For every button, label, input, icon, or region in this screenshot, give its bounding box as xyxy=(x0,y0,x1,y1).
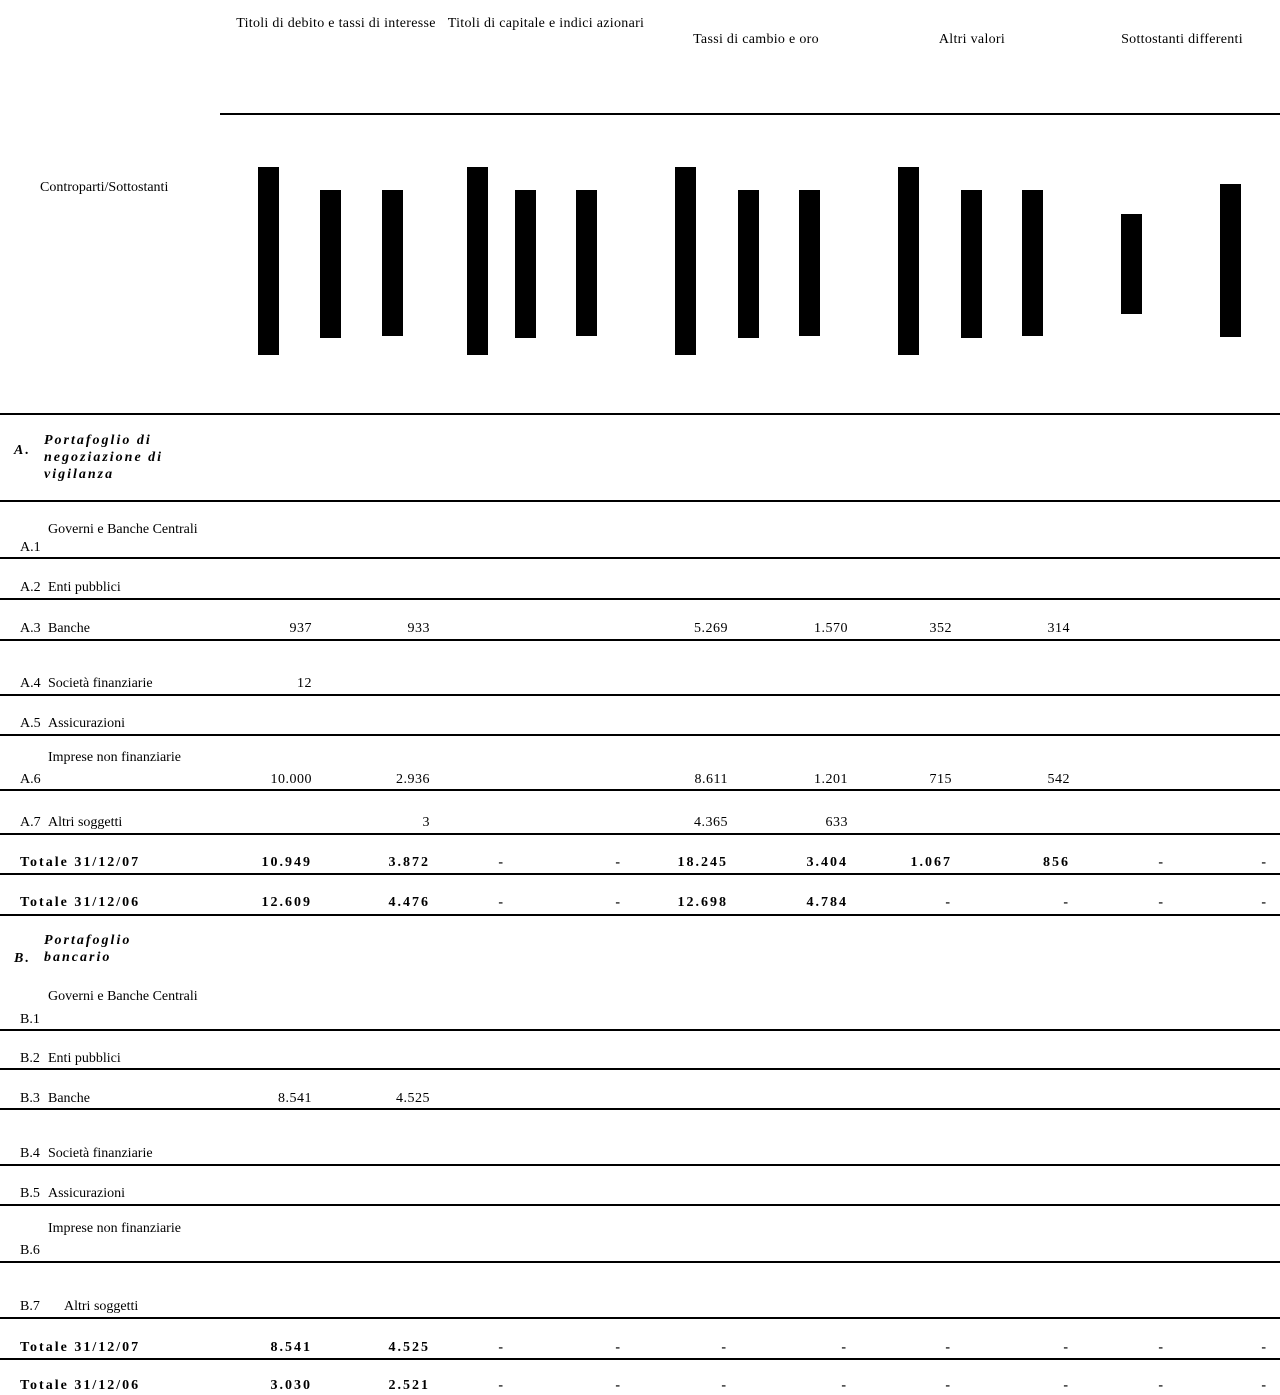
subheader-bar xyxy=(467,167,488,355)
row-code: A.5 xyxy=(20,716,41,731)
cell-value: 12.698 xyxy=(677,895,728,910)
row-divider xyxy=(0,500,1280,502)
cell-value: - xyxy=(1158,855,1165,870)
cell-value: 856 xyxy=(1043,855,1070,870)
cell-value: - xyxy=(498,855,505,870)
subheader-bar xyxy=(320,190,341,338)
subheader-bar xyxy=(961,190,982,338)
cell-value: - xyxy=(498,1378,505,1393)
row-divider xyxy=(0,833,1280,835)
row-label: Banche xyxy=(48,621,90,636)
row-divider xyxy=(0,789,1280,791)
row-label: Assicurazioni xyxy=(48,716,125,731)
row-label: Imprese non finanziarie xyxy=(48,1221,181,1236)
section-code: A. xyxy=(14,443,31,458)
cell-value: 1.570 xyxy=(814,621,848,636)
column-header-other: Altri valori xyxy=(938,32,1006,47)
subheader-bar xyxy=(675,167,696,355)
row-divider xyxy=(0,694,1280,696)
cell-value: 10.949 xyxy=(261,855,312,870)
subheader-bar xyxy=(738,190,759,338)
row-divider xyxy=(0,734,1280,736)
cell-value: 8.541 xyxy=(278,1091,312,1106)
section-title: Portafoglio di negoziazione di vigilanza xyxy=(44,433,164,482)
row-divider xyxy=(0,1317,1280,1319)
row-divider xyxy=(0,873,1280,875)
total-label: Totale 31/12/06 xyxy=(20,1378,141,1393)
row-divider xyxy=(0,1164,1280,1166)
subheader-bar xyxy=(515,190,536,338)
header-rule xyxy=(220,113,1280,115)
row-code: B.4 xyxy=(20,1146,40,1161)
cell-value: - xyxy=(615,1378,622,1393)
row-label: Altri soggetti xyxy=(64,1299,139,1314)
cell-value: 3.404 xyxy=(806,855,848,870)
cell-value: 1.067 xyxy=(910,855,952,870)
row-divider xyxy=(0,639,1280,641)
cell-value: 715 xyxy=(929,772,952,787)
cell-value: - xyxy=(1261,1378,1268,1393)
cell-value: 3 xyxy=(422,815,430,830)
row-code: A.4 xyxy=(20,676,41,691)
column-header-equity: Titoli di capitale e indici azionari xyxy=(447,16,645,31)
row-code: B.6 xyxy=(20,1243,40,1258)
cell-value: - xyxy=(1261,895,1268,910)
row-divider xyxy=(0,1068,1280,1070)
total-label: Totale 31/12/07 xyxy=(20,1340,141,1355)
row-code: A.2 xyxy=(20,580,41,595)
cell-value: - xyxy=(841,1378,848,1393)
cell-value: 937 xyxy=(289,621,312,636)
cell-value: 2.936 xyxy=(396,772,430,787)
row-label: Società finanziarie xyxy=(48,1146,153,1161)
row-divider xyxy=(0,914,1280,916)
row-divider xyxy=(0,1261,1280,1263)
row-divider xyxy=(0,1108,1280,1110)
cell-value: - xyxy=(721,1340,728,1355)
cell-value: - xyxy=(498,895,505,910)
subheader-bar xyxy=(898,167,919,355)
column-header-fx: Tassi di cambio e oro xyxy=(693,32,819,47)
cell-value: 633 xyxy=(825,815,848,830)
subheader-bar xyxy=(382,190,403,336)
cell-value: - xyxy=(615,855,622,870)
row-header-label: Controparti/Sottostanti xyxy=(40,180,169,195)
cell-value: 12.609 xyxy=(261,895,312,910)
row-divider xyxy=(0,598,1280,600)
cell-value: - xyxy=(841,1340,848,1355)
cell-value: - xyxy=(1063,1378,1070,1393)
row-divider xyxy=(0,1358,1280,1360)
cell-value: - xyxy=(1261,855,1268,870)
row-code: B.5 xyxy=(20,1186,40,1201)
cell-value: - xyxy=(721,1378,728,1393)
row-label: Banche xyxy=(48,1091,90,1106)
cell-value: - xyxy=(1158,895,1165,910)
cell-value: 4.525 xyxy=(396,1091,430,1106)
cell-value: - xyxy=(1063,1340,1070,1355)
cell-value: 933 xyxy=(407,621,430,636)
cell-value: 18.245 xyxy=(677,855,728,870)
row-code: B.2 xyxy=(20,1051,40,1066)
row-code: B.3 xyxy=(20,1091,40,1106)
row-divider xyxy=(0,557,1280,559)
table-header-rule xyxy=(0,413,1280,415)
cell-value: 4.476 xyxy=(388,895,430,910)
row-code: B.1 xyxy=(20,1012,40,1027)
cell-value: - xyxy=(1063,895,1070,910)
row-label: Enti pubblici xyxy=(48,1051,121,1066)
row-label: Governi e Banche Centrali xyxy=(48,522,198,537)
row-label: Enti pubblici xyxy=(48,580,121,595)
row-label: Imprese non finanziarie xyxy=(48,750,181,765)
cell-value: - xyxy=(945,1340,952,1355)
section-title: Portafoglio bancario xyxy=(44,933,132,965)
cell-value: 3.872 xyxy=(388,855,430,870)
cell-value: 10.000 xyxy=(270,772,312,787)
subheader-bar xyxy=(258,167,279,355)
cell-value: 8.541 xyxy=(270,1340,312,1355)
row-divider xyxy=(0,1029,1280,1031)
total-label: Totale 31/12/07 xyxy=(20,855,141,870)
row-code: A.1 xyxy=(20,540,41,555)
cell-value: - xyxy=(615,895,622,910)
cell-value: 2.521 xyxy=(388,1378,430,1393)
row-code: A.7 xyxy=(20,815,41,830)
subheader-bar xyxy=(799,190,820,336)
total-label: Totale 31/12/06 xyxy=(20,895,141,910)
row-code: A.3 xyxy=(20,621,41,636)
subheader-bar xyxy=(1022,190,1043,336)
cell-value: - xyxy=(498,1340,505,1355)
column-header-debt: Titoli di debito e tassi di interesse xyxy=(236,16,436,31)
cell-value: - xyxy=(945,895,952,910)
cell-value: 4.784 xyxy=(806,895,848,910)
column-header-mixed: Sottostanti differenti xyxy=(1121,32,1243,47)
cell-value: - xyxy=(615,1340,622,1355)
subheader-bar xyxy=(1121,214,1142,314)
cell-value: 4.365 xyxy=(694,815,728,830)
cell-value: 12 xyxy=(297,676,312,691)
cell-value: 314 xyxy=(1047,621,1070,636)
cell-value: - xyxy=(1158,1340,1165,1355)
cell-value: 3.030 xyxy=(270,1378,312,1393)
row-code: A.6 xyxy=(20,772,41,787)
cell-value: - xyxy=(945,1378,952,1393)
cell-value: 1.201 xyxy=(814,772,848,787)
cell-value: 5.269 xyxy=(694,621,728,636)
subheader-bar xyxy=(576,190,597,336)
section-code: B. xyxy=(14,951,31,966)
row-label: Governi e Banche Centrali xyxy=(48,989,198,1004)
row-divider xyxy=(0,1204,1280,1206)
cell-value: - xyxy=(1158,1378,1165,1393)
row-label: Altri soggetti xyxy=(48,815,123,830)
row-code: B.7 xyxy=(20,1299,40,1314)
cell-value: 542 xyxy=(1047,772,1070,787)
cell-value: 8.611 xyxy=(694,772,728,787)
row-label: Società finanziarie xyxy=(48,676,153,691)
cell-value: - xyxy=(1261,1340,1268,1355)
subheader-bar xyxy=(1220,184,1241,337)
cell-value: 4.525 xyxy=(388,1340,430,1355)
cell-value: 352 xyxy=(929,621,952,636)
row-label: Assicurazioni xyxy=(48,1186,125,1201)
